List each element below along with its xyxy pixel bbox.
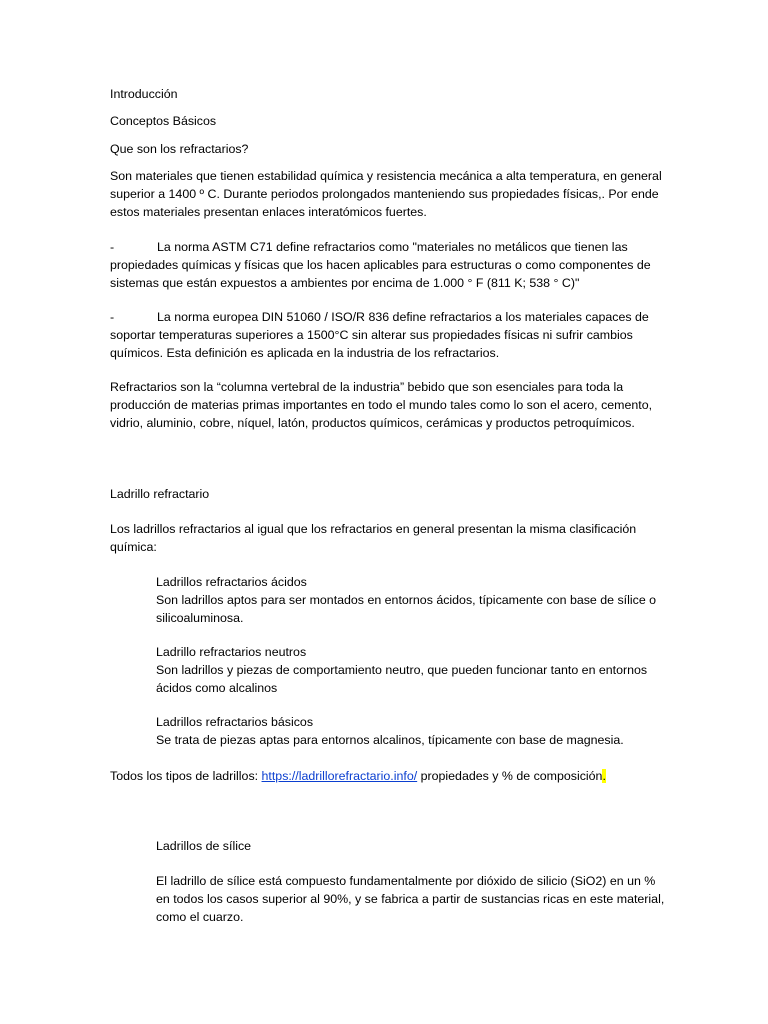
bullet-astm-text: La norma ASTM C71 define refractarios como "materiales no metálicos que tienen las propiedades químicas y físicas que los hacen aplicables para estructuras o como componentes de sistemas que están expuestos a ambientes por encima de 1.000 ° F (811 K; 538 ° C)" xyxy=(110,240,651,290)
bullet-marker: - xyxy=(110,310,115,324)
paragraph-clasificacion: Los ladrillos refractarios al igual que los refractarios en general presentan la misma clasificación química: xyxy=(110,522,637,554)
bullet-din-text: La norma europea DIN 51060 / ISO/R 836 define refractarios a los materiales capaces de soportar temperaturas superiores a 1500°C sin alterar sus propiedades físicas ni sufrir cambios químicos. Esta definición es aplicada en la industria de los refractarios. xyxy=(110,310,649,360)
basicos-title: Ladrillos refractarios básicos xyxy=(156,715,314,729)
paragraph-columna-vertebral: Refractarios son la “columna vertebral de la industria” bebido que son esenciales para toda la producción de materias primas importantes en todo el mundo tales como lo son el acero, cemento, vidrio, aluminio, cobre, níquel, latón, productos químicos, cerámicas y productos petroquímicos. xyxy=(110,380,653,430)
heading-introduccion: Introducción xyxy=(110,87,178,101)
heading-conceptos-basicos: Conceptos Básicos xyxy=(110,114,217,128)
acidos-text: Son ladrillos aptos para ser montados en entornos ácidos, típicamente con base de sílice o silicoaluminosa. xyxy=(156,593,657,625)
heading-que-son-refractarios: Que son los refractarios? xyxy=(110,142,249,156)
neutros-title: Ladrillo refractarios neutros xyxy=(156,645,307,659)
tipos-prefix: Todos los tipos de ladrillos: xyxy=(110,769,262,783)
highlighted-period: . xyxy=(602,769,606,783)
list-item-acidos xyxy=(156,573,666,627)
list-item-neutros xyxy=(156,643,666,697)
list-item-basicos xyxy=(156,713,666,749)
neutros-text: Son ladrillos y piezas de comportamiento neutro, que pueden funcionar tanto en entornos ácidos como alcalinos xyxy=(156,663,648,695)
paragraph-silice: El ladrillo de sílice está compuesto fundamentalmente por dióxido de silicio (SiO2) en un % en todos los casos superior al 90%, y se fabrica a partir de sustancias ricas en este material, como el cuarzo. xyxy=(156,874,665,924)
bullet-astm xyxy=(110,238,662,292)
bullet-din xyxy=(110,308,662,362)
ladrillorefractario-link[interactable]: https://ladrillorefractario.info/ xyxy=(261,769,418,783)
heading-ladrillo-refractario: Ladrillo refractario xyxy=(110,487,210,501)
bullet-marker: - xyxy=(110,240,115,254)
paragraph-tipos-ladrillos xyxy=(110,767,662,785)
heading-ladrillos-silice: Ladrillos de sílice xyxy=(156,839,252,853)
basicos-text: Se trata de piezas aptas para entornos alcalinos, típicamente con base de magnesia. xyxy=(156,733,624,747)
paragraph-intro: Son materiales que tienen estabilidad química y resistencia mecánica a alta temperatura, en general superior a 1400 º C. Durante periodos prolongados manteniendo sus propiedades físicas,. Por ende estos materiales presentan enlaces interatómicos fuertes. xyxy=(110,169,662,219)
tipos-suffix: propiedades y % de composición xyxy=(417,769,603,783)
acidos-title: Ladrillos refractarios ácidos xyxy=(156,575,307,589)
